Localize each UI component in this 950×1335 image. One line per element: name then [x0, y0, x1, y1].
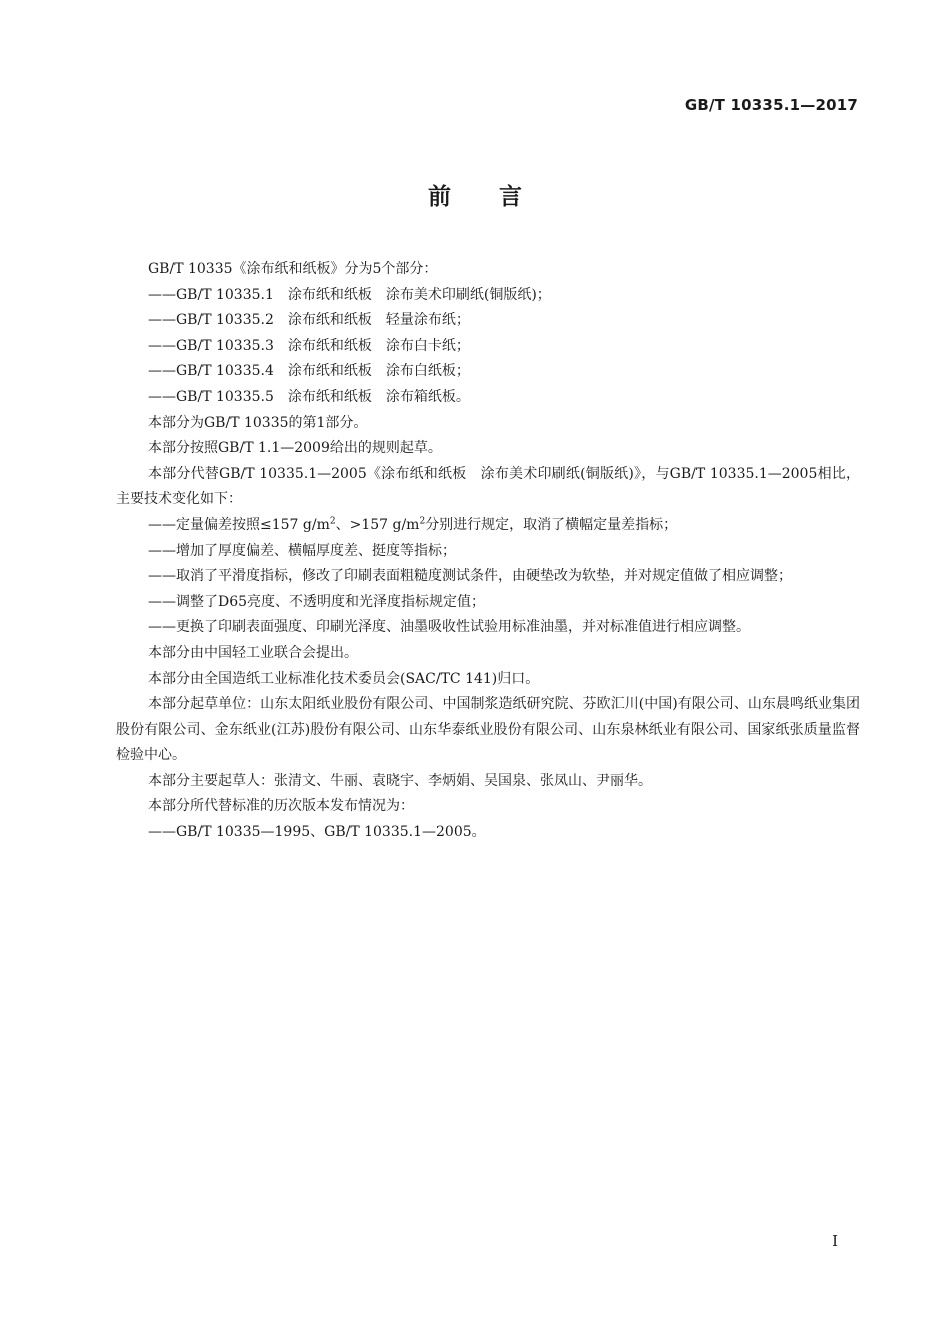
change-item-1 [116, 513, 860, 539]
drafters: 本部分主要起草人：张清文、牛丽、袁晓宇、李炳娟、吴国泉、张凤山、尹丽华。 [148, 772, 652, 789]
change-1-mid: 、>157 g/m [335, 516, 420, 533]
replaces-paragraph: 本部分代替GB/T 10335.1—2005《涂布纸和纸板 涂布美术印刷纸(铜版纸)》，与GB/T 10335.1—2005相比，主要技术变化如下： [116, 465, 860, 508]
part-item-4: ——GB/T 10335.4 涂布纸和纸板 涂布白纸板； [148, 363, 470, 380]
part-item-2: ——GB/T 10335.2 涂布纸和纸板 轻量涂布纸； [148, 312, 470, 329]
part-statement: 本部分为GB/T 10335的第1部分。 [148, 414, 368, 431]
change-1-sup-1: 2 [329, 516, 336, 527]
change-1-sup-2: 2 [419, 516, 426, 527]
history-intro: 本部分所代替标准的历次版本发布情况为： [148, 798, 414, 815]
change-item-4: ——调整了D65亮度、不透明度和光泽度指标规定值； [148, 593, 486, 610]
part-item-1: ——GB/T 10335.1 涂布纸和纸板 涂布美术印刷纸(铜版纸)； [148, 286, 551, 303]
change-item-3: ——取消了平滑度指标，修改了印刷表面粗糙度测试条件，由硬垫改为软垫，并对规定值做了相应调整； [148, 568, 792, 585]
part-item-5: ——GB/T 10335.5 涂布纸和纸板 涂布箱纸板。 [148, 388, 470, 405]
drafting-units: 本部分起草单位：山东太阳纸业股份有限公司、中国制浆造纸研究院、芬欧汇川(中国)有限公司、山东晨鸣纸业集团股份有限公司、金东纸业(江苏)股份有限公司、山东华泰纸业股份有限公司、山东泉林纸业有限公司、国家纸张质量监督检验中心。 [116, 696, 860, 764]
change-1-post: 分别进行规定，取消了横幅定量差指标； [425, 516, 678, 533]
under-jurisdiction: 本部分由全国造纸工业标准化技术委员会(SAC/TC 141)归口。 [148, 670, 540, 687]
part-item-3: ——GB/T 10335.3 涂布纸和纸板 涂布白卡纸； [148, 337, 470, 354]
change-item-2: ——增加了厚度偏差、横幅厚度差、挺度等指标； [148, 542, 456, 559]
intro-paragraph: GB/T 10335《涂布纸和纸板》分为5个部分： [148, 261, 438, 277]
drafting-rules: 本部分按照GB/T 1.1—2009给出的规则起草。 [148, 440, 442, 457]
standard-code: GB/T 10335.1—2017 [684, 96, 858, 114]
page-title: 前言 [428, 184, 570, 210]
change-1-pre: ——定量偏差按照≤157 g/m [148, 516, 330, 533]
change-item-5: ——更换了印刷表面强度、印刷光泽度、油墨吸收性试验用标准油墨，并对标准值进行相应调整。 [148, 619, 750, 636]
document-body [116, 257, 860, 846]
proposed-by: 本部分由中国轻工业联合会提出。 [148, 644, 358, 661]
page-number: I [832, 1232, 838, 1250]
history-item: ——GB/T 10335—1995、GB/T 10335.1—2005。 [148, 824, 486, 841]
